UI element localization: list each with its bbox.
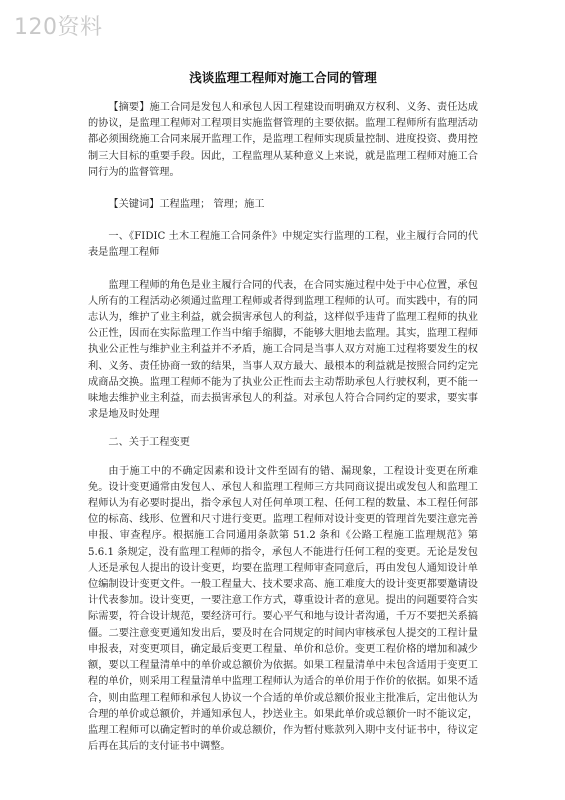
section-2-heading: 二、关于工程变更 xyxy=(108,437,190,449)
abstract-paragraph: 【摘要】施工合同是发包人和承包人因工程建设而明确双方权利、义务、责任达成的协议，是监理工程师对工程项目实施监督管理的主要依据。监理工程师所有监理活动都必须围绕施工合同来展开监理工作，是监理工程师实现质量控制、进度投资、费用控制三大目标的重要手段。因此，工程监理从某种意义上来说，就是监理工程师对施工合同行为的监督管理。 xyxy=(88,102,478,178)
section-2-paragraph: 由于施工中的不确定因素和设计文件至固有的错、漏现象，工程设计变更在所难免。设计变更通常由发包人、承包人和监理工程师三方共同商议提出或发包人和监理工程师认为有必要时提出，指令承包人对任何单项工程、任何工程的数量、本工程任何部位的标高、线形、位置和尺寸进行变更。监理工程师对设计变更的管理首先要注意完善申报、审查程序。根据施工合同通用条款第 51.2 条和《公路工程施工监理规范》第 5.6.1 条规定，没有监理工程师的指令，承包人不能进行任何工程的变更。无论是发包人还是承包人提出的设计变更，均要在监理工程师审查同意后，再由发包人通知设计单位编制设计变更文件。一般工程量大、技术要求高、施工难度大的设计变更都要邀请设计代表参加。设计变更，一要注意工作方式，尊重设计者的意见。提出的问题要符合实际需要，符合设计规范，要经济可行。要心平气和地与设计者沟通，千万不要把关系搞僵。二要注意变更通知发出后，要及时在合同规定的时间内审核承包人提交的工程计量申报表，对变更项目，确定最后变更工程量、单价和总价。变更工程价格的增加和减少额，要以工程量清单中的单价或总额价为依据。如果工程量清单中未包含适用于变更工程的单价，则采用工程量清单中监理工程师认为适合的单价用于作价的依据。如果不适合，则由监理工程师和承包人协议一个合适的单价或总额价报业主批准后，定出他认为合理的单价或总额价，并通知承包人，抄送业主。如果此单价或总额价一时不能议定，监理工程师可以确定暂时的单价或总额价，作为暂付账款列入期中支付证书中，待议定后再在其后的支付证书中调整。 xyxy=(88,465,478,753)
section-1-paragraph: 监理工程师的角色是业主履行合同的代表，在合同实施过程中处于中心位置，承包人所有的工程活动必须通过监理工程师或者得到监理工程师的认可。而实践中，有的同志认为，维护了业主利益，就会损害承包人的利益，这样似乎违背了监理工程师的执业公正性，因而在实际监理工作当中缩手缩脚，不能够大胆地去监理。其实，监理工程师执业公正性与维护业主利益并不矛盾，施工合同是当事人双方对施工过程将要发生的权利、义务、责任协商一致的结果，当事人双方最大、最根本的利益就是按照合同约定完成商品交换。监理工程师不能为了执业公正性而去主动帮助承包人行驶权利，更不能一味地去维护业主利益，而去损害承包人的利益。对承包人符合合同约定的要求，要实事求是地及时处理 xyxy=(88,279,478,421)
section-1-heading: 一、《FIDIC 土木工程施工合同条件》中规定实行监理的工程，业主履行合同的代表是监理工程师 xyxy=(88,231,478,259)
keywords-paragraph: 【关键词】工程监理； 管理；施工 xyxy=(108,199,265,211)
watermark-logo: 120资料 xyxy=(14,15,103,40)
document-body xyxy=(88,68,478,755)
document-title: 浅谈监理工程师对施工合同的管理 xyxy=(189,70,377,85)
